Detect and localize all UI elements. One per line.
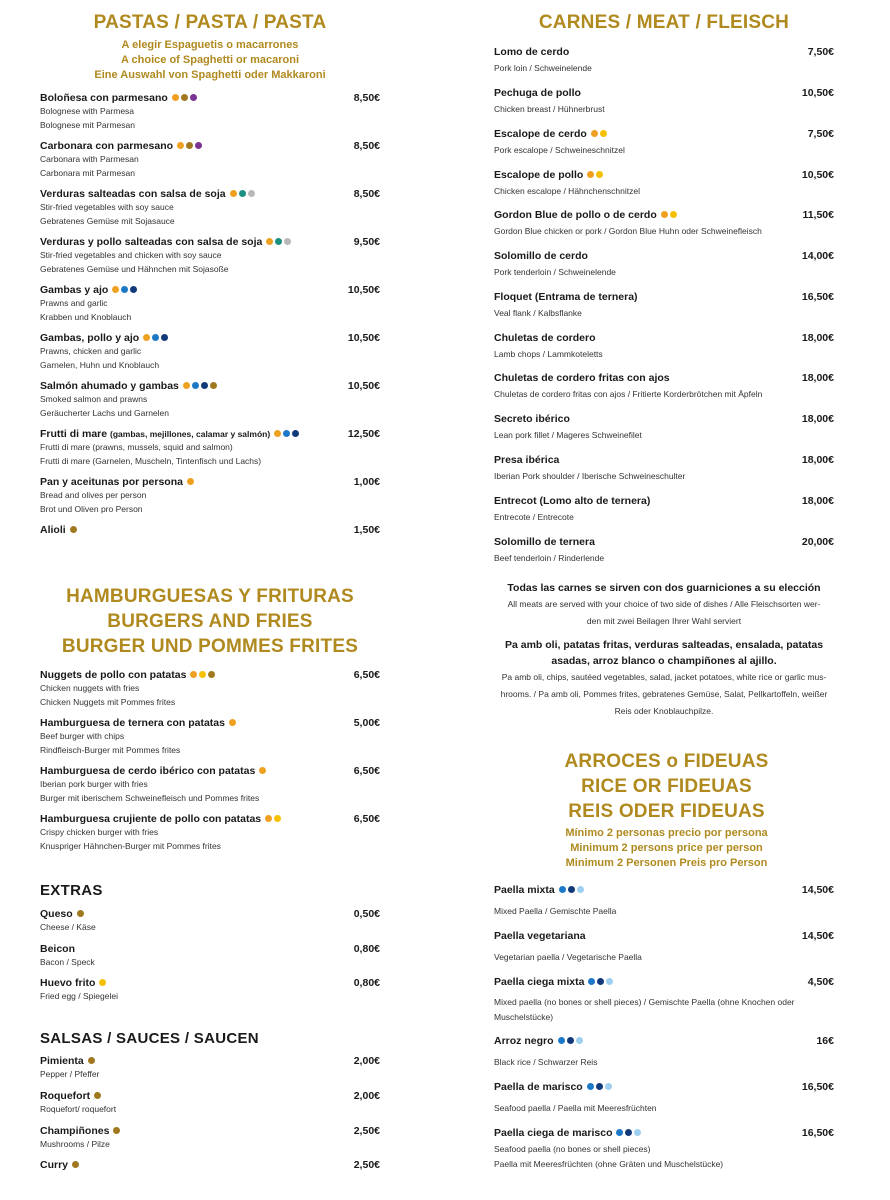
burgers-section: [40, 584, 380, 659]
allergen-dot-icon: [248, 190, 255, 197]
menu-item: [40, 1089, 380, 1117]
item-price: 5,00€: [353, 717, 380, 729]
allergen-dots: [265, 812, 283, 826]
allergen-dot-icon: [210, 382, 217, 389]
allergen-dots: [190, 668, 217, 682]
item-price: 14,50€: [801, 930, 834, 942]
allergen-dot-icon: [187, 478, 194, 485]
allergen-dots: [183, 379, 219, 393]
arroces-title-de: REIS ODER FIDEUAS: [568, 801, 765, 822]
item-name: Beicon: [40, 943, 76, 955]
item-name: Champiñones: [40, 1125, 110, 1137]
menu-item: [494, 371, 834, 402]
item-name: Paella de marisco: [494, 1081, 583, 1093]
sides-list-note: [490, 637, 838, 720]
allergen-dots: [587, 1080, 614, 1094]
allergen-dots: [113, 1124, 122, 1138]
item-desc: Pork loin / Schweinelende: [494, 63, 592, 73]
item-desc-en: Stir-fried vegetables with soy sauce: [40, 202, 174, 213]
allergen-dot-icon: [152, 334, 159, 341]
allergen-dot-icon: [177, 142, 184, 149]
item-desc-de: Frutti di mare (Garnelen, Muscheln, Tintenfisch und Lachs): [40, 455, 262, 466]
note-bold: Pa amb oli, patatas fritas, verduras salteadas, ensalada, patatas: [504, 639, 824, 651]
item-name: Verduras salteadas con salsa de soja: [40, 188, 226, 200]
item-name: Lomo de cerdo: [494, 46, 570, 58]
item-desc-de: Geräucherter Lachs und Garnelen: [40, 407, 169, 418]
arroces-subtitle-de: Minimum 2 Personen Preis pro Person: [565, 857, 768, 869]
item-desc-de: Brot und Oliven pro Person: [40, 503, 143, 514]
salsas-title: SALSAS / SAUCES / SAUCEN: [40, 1030, 259, 1047]
menu-item: [494, 249, 834, 280]
item-desc: Chicken escalope / Hähnchenschnitzel: [494, 186, 641, 197]
allergen-dot-icon: [670, 211, 677, 218]
item-desc-en: Chicken nuggets with fries: [40, 683, 140, 694]
item-price: 7,50€: [807, 46, 834, 58]
allergen-dot-icon: [600, 130, 607, 137]
item-price: 2,50€: [353, 1125, 380, 1137]
menu-item: [40, 523, 380, 537]
allergen-dots: [230, 187, 257, 201]
menu-item: [40, 668, 380, 709]
item-price: 10,50€: [347, 332, 380, 344]
item-desc: Seafood paella / Paella mit Meeresfrüchten: [494, 1103, 657, 1114]
item-desc: Pork escalope / Schweineschnitzel: [494, 145, 625, 156]
item-desc: Pepper / Pfeffer: [40, 1069, 100, 1080]
item-desc-en: Stir-fried vegetables and chicken with soy sauce: [40, 250, 222, 261]
menu-item: [40, 187, 380, 228]
allergen-dot-icon: [72, 1161, 79, 1168]
allergen-dot-icon: [606, 978, 613, 985]
item-name: Huevo frito: [40, 977, 96, 989]
arroces-subtitle-en: Minimum 2 persons price per person: [570, 842, 763, 854]
item-desc: Cheese / Käse: [40, 922, 96, 933]
arroces-subtitle-es: Mínimo 2 personas precio por persona: [565, 827, 768, 839]
allergen-dots: [274, 427, 301, 441]
item-price: 1,00€: [353, 476, 380, 488]
menu-item: [40, 907, 380, 935]
allergen-dots: [88, 1054, 97, 1068]
item-desc-de: Krabben und Knoblauch: [40, 311, 132, 322]
item-name: Frutti di mare: [40, 428, 108, 440]
allergen-dots: [187, 475, 196, 489]
item-name: Presa ibérica: [494, 454, 560, 466]
extras-title: EXTRAS: [40, 882, 103, 899]
allergen-dot-icon: [190, 671, 197, 678]
allergen-dots: [72, 1158, 81, 1172]
item-name: Paella ciega de marisco: [494, 1127, 613, 1139]
item-name: Curry: [40, 1159, 69, 1171]
item-price: 16,50€: [801, 1127, 834, 1139]
allergen-dot-icon: [121, 286, 128, 293]
allergen-dots: [558, 1034, 585, 1048]
pastas-subtitle-es: A elegir Espaguetis o macarrones: [121, 39, 299, 51]
allergen-dots: [616, 1126, 643, 1140]
item-desc: Iberian Pork shoulder / Iberische Schweineschulter: [494, 471, 686, 481]
menu-item: [40, 976, 380, 1004]
item-desc-de: Bolognese mit Parmesan: [40, 119, 135, 130]
allergen-dot-icon: [625, 1129, 632, 1136]
item-price: 14,50€: [801, 884, 834, 896]
menu-item: [40, 812, 380, 853]
allergen-dot-icon: [587, 1083, 594, 1090]
item-desc-de: Garnelen, Huhn und Knoblauch: [40, 359, 160, 370]
pastas-title: PASTAS / PASTA / PASTA: [93, 12, 327, 33]
item-price: 8,50€: [353, 188, 380, 200]
item-name: Hamburguesa de cerdo ibérico con patatas: [40, 765, 256, 777]
item-desc: Vegetarian paella / Vegetarische Paella: [494, 952, 642, 962]
item-desc-en: Prawns, chicken and garlic: [40, 346, 142, 357]
item-price: 6,50€: [353, 765, 380, 777]
item-name: Boloñesa con parmesano: [40, 92, 168, 104]
item-name: Solomillo de cerdo: [494, 250, 588, 262]
item-name: Paella vegetariana: [494, 930, 586, 942]
menu-item: [494, 412, 834, 443]
item-desc: Paella mit Meeresfrüchten (ohne Gräten und Muschelstücke): [494, 1159, 724, 1170]
arroces-title-es: ARROCES o FIDEUAS: [564, 751, 769, 772]
item-desc-en: Bolognese with Parmesa: [40, 106, 135, 117]
menu-item: [40, 427, 380, 468]
item-price: 1,50€: [353, 524, 380, 536]
item-price: 10,50€: [347, 380, 380, 392]
item-desc-de: Gebratenes Gemüse und Hähnchen mit Sojasoße: [40, 263, 229, 274]
allergen-dot-icon: [577, 886, 584, 893]
item-name: Escalope de cerdo: [494, 128, 587, 140]
pastas-subtitle-en: A choice of Spaghetti or macaroni: [120, 54, 300, 66]
item-name: Carbonara con parmesano: [40, 140, 174, 152]
menu-item: [40, 764, 380, 805]
item-desc-de: Burger mit iberischem Schweinefleisch und Pommes frites: [40, 792, 260, 803]
allergen-dot-icon: [230, 190, 237, 197]
allergen-dot-icon: [181, 94, 188, 101]
allergen-dot-icon: [591, 130, 598, 137]
item-desc: Fried egg / Spiegelei: [40, 991, 118, 1002]
item-price: 18,00€: [801, 413, 834, 425]
menu-item: [494, 535, 834, 566]
item-price: 16€: [816, 1035, 834, 1047]
allergen-dots: [70, 523, 79, 537]
meat-sides-note: [490, 580, 838, 630]
allergen-dot-icon: [597, 978, 604, 985]
menu-item: [494, 208, 834, 239]
item-desc: Muschelstücke): [494, 1012, 554, 1023]
allergen-dots: [266, 235, 293, 249]
allergen-dots: [661, 208, 679, 222]
item-price: 12,50€: [347, 428, 380, 440]
item-name: Arroz negro: [494, 1035, 554, 1047]
burgers-title-es: HAMBURGUESAS Y FRITURAS: [66, 586, 354, 607]
note-text: All meats are served with your choice of two side of dishes / Alle Fleischsorten wer-: [507, 599, 821, 609]
allergen-dot-icon: [70, 526, 77, 533]
item-price: 6,50€: [353, 813, 380, 825]
menu-item: [494, 45, 834, 76]
item-desc: Roquefort/ roquefort: [40, 1104, 117, 1115]
item-name: Hamburguesa crujiente de pollo con patatas: [40, 813, 262, 825]
item-desc-en: Carbonara with Parmesan: [40, 154, 139, 165]
menu-item: [494, 127, 834, 158]
allergen-dot-icon: [661, 211, 668, 218]
item-name-extra: (gambas, mejillones, calamar y salmón): [110, 429, 271, 439]
item-desc: Veal flank / Kalbsflanke: [494, 308, 582, 318]
item-desc-de: Chicken Nuggets mit Pommes frites: [40, 696, 176, 707]
item-name: Nuggets de pollo con patatas: [40, 669, 187, 681]
item-price: 20,00€: [801, 536, 834, 548]
allergen-dot-icon: [239, 190, 246, 197]
allergen-dot-icon: [199, 671, 206, 678]
item-price: 18,00€: [801, 495, 834, 507]
menu-item: [494, 331, 834, 362]
item-price: 10,50€: [347, 284, 380, 296]
allergen-dot-icon: [275, 238, 282, 245]
allergen-dot-icon: [259, 767, 266, 774]
item-name: Secreto ibérico: [494, 413, 570, 425]
item-desc: Gordon Blue chicken or pork / Gordon Blue Huhn oder Schweinefleisch: [494, 226, 762, 237]
allergen-dot-icon: [576, 1037, 583, 1044]
allergen-dots: [77, 907, 86, 921]
allergen-dot-icon: [283, 430, 290, 437]
item-desc-de: Knuspriger Hähnchen-Burger mit Pommes frites: [40, 840, 221, 851]
allergen-dot-icon: [616, 1129, 623, 1136]
menu-item: [494, 883, 834, 919]
item-name: Gambas y ajo: [40, 284, 109, 296]
item-price: 0,80€: [353, 977, 380, 989]
menu-item: [40, 91, 380, 132]
item-price: 16,50€: [801, 1081, 834, 1093]
item-name: Gambas, pollo y ajo: [40, 332, 140, 344]
item-desc: Beef tenderloin / Rinderlende: [494, 553, 605, 563]
item-desc: Pork tenderloin / Schweinelende: [494, 267, 616, 277]
item-name: Salmón ahumado y gambas: [40, 380, 179, 392]
item-desc: Lamb chops / Lammkoteletts: [494, 349, 603, 359]
allergen-dot-icon: [143, 334, 150, 341]
item-price: 0,80€: [353, 943, 380, 955]
item-desc-en: Iberian pork burger with fries: [40, 779, 148, 790]
item-price: 2,00€: [353, 1055, 380, 1067]
allergen-dot-icon: [161, 334, 168, 341]
note-text: den mit zwei Beilagen Ihrer Wahl serviert: [586, 616, 742, 626]
menu-item: [494, 1034, 834, 1070]
menu-item: [40, 1158, 380, 1172]
item-desc: Seafood paella (no bones or shell pieces): [494, 1144, 651, 1155]
pastas-subtitle-de: Eine Auswahl von Spaghetti oder Makkaroni: [94, 69, 326, 81]
allergen-dot-icon: [568, 886, 575, 893]
item-price: 18,00€: [801, 332, 834, 344]
item-desc-en: Smoked salmon and prawns: [40, 394, 148, 405]
carnes-title: CARNES / MEAT / FLEISCH: [538, 12, 790, 33]
allergen-dot-icon: [596, 1083, 603, 1090]
allergen-dots: [259, 764, 268, 778]
menu-item: [40, 235, 380, 276]
allergen-dot-icon: [186, 142, 193, 149]
item-name: Paella ciega mixta: [494, 976, 585, 988]
arroces-section: [494, 749, 839, 871]
allergen-dot-icon: [229, 719, 236, 726]
item-desc: Lean pork fillet / Mageres Schweinefilet: [494, 430, 642, 440]
menu-item: [40, 331, 380, 372]
menu-item: [494, 1080, 834, 1116]
allergen-dots: [229, 716, 238, 730]
allergen-dot-icon: [195, 142, 202, 149]
item-price: 4,50€: [807, 976, 834, 988]
burgers-title-de: BURGER UND POMMES FRITES: [61, 636, 359, 657]
menu-item: [40, 283, 380, 324]
allergen-dots: [591, 127, 609, 141]
note-text: Pa amb oli, chips, sautéed vegetables, salad, jacket potatoes, white rice or garlic mus-: [501, 672, 827, 682]
item-desc: Chuletas de cordero fritas con ajos / Fritierte Korderbrötchen mit Äpfeln: [494, 389, 763, 399]
allergen-dot-icon: [88, 1057, 95, 1064]
item-desc-en: Bread and olives per person: [40, 490, 147, 501]
menu-item: [494, 975, 834, 1025]
item-name: Escalope de pollo: [494, 169, 584, 181]
allergen-dot-icon: [588, 978, 595, 985]
note-bold: asadas, arroz blanco o champiñones al ajillo.: [551, 655, 777, 667]
item-desc-en: Prawns and garlic: [40, 298, 108, 309]
allergen-dot-icon: [208, 671, 215, 678]
menu-item: [40, 942, 380, 970]
item-name: Paella mixta: [494, 884, 555, 896]
item-price: 2,50€: [353, 1159, 380, 1171]
item-price: 14,00€: [801, 250, 834, 262]
item-name: Alioli: [40, 524, 66, 536]
menu-item: [40, 139, 380, 180]
allergen-dot-icon: [99, 979, 106, 986]
item-price: 10,50€: [801, 169, 834, 181]
item-price: 8,50€: [353, 92, 380, 104]
item-price: 11,50€: [802, 209, 834, 221]
item-name: Pan y aceitunas por persona: [40, 476, 183, 488]
item-price: 18,00€: [801, 372, 834, 384]
allergen-dot-icon: [292, 430, 299, 437]
allergen-dots: [172, 91, 199, 105]
item-name: Chuletas de cordero fritas con ajos: [494, 372, 670, 384]
item-desc-de: Gebratenes Gemüse mit Sojasauce: [40, 215, 175, 226]
menu-item: [494, 86, 834, 117]
allergen-dot-icon: [266, 238, 273, 245]
item-desc: Mushrooms / Pilze: [40, 1139, 110, 1150]
item-price: 10,50€: [801, 87, 834, 99]
allergen-dots: [588, 975, 615, 989]
item-name: Gordon Blue de pollo o de cerdo: [494, 209, 657, 221]
allergen-dot-icon: [559, 886, 566, 893]
allergen-dot-icon: [172, 94, 179, 101]
allergen-dots: [143, 331, 170, 345]
allergen-dot-icon: [130, 286, 137, 293]
allergen-dot-icon: [284, 238, 291, 245]
allergen-dots: [94, 1089, 103, 1103]
note-bold: Todas las carnes se sirven con dos guarniciones a su elección: [507, 582, 821, 594]
menu-item: [494, 168, 834, 199]
item-price: 18,00€: [801, 454, 834, 466]
allergen-dot-icon: [558, 1037, 565, 1044]
allergen-dot-icon: [587, 171, 594, 178]
burgers-title-en: BURGERS AND FRIES: [107, 611, 313, 632]
allergen-dots: [99, 976, 108, 990]
item-price: 2,00€: [353, 1090, 380, 1102]
item-desc-de: Rindfleisch-Burger mit Pommes frites: [40, 744, 181, 755]
item-desc: Mixed paella (no bones or shell pieces) / Gemischte Paella (ohne Knochen oder: [494, 997, 795, 1008]
note-text: hrooms. / Pa amb oli, Pommes frites, gebratenes Gemüse, Salat, Pellkartoffeln, weißer: [500, 689, 828, 699]
item-name: Pechuga de pollo: [494, 87, 581, 99]
menu-item: [40, 379, 380, 420]
item-name: Floquet (Entrama de ternera): [494, 291, 638, 303]
item-price: 0,50€: [353, 908, 380, 920]
allergen-dot-icon: [274, 430, 281, 437]
allergen-dots: [587, 168, 605, 182]
allergen-dot-icon: [190, 94, 197, 101]
allergen-dot-icon: [77, 910, 84, 917]
menu-item: [494, 494, 834, 525]
item-name: Chuletas de cordero: [494, 332, 596, 344]
item-price: 8,50€: [353, 140, 380, 152]
item-price: 7,50€: [807, 128, 834, 140]
menu-item: [40, 1124, 380, 1152]
item-desc-en: Crispy chicken burger with fries: [40, 827, 159, 838]
item-name: Pimienta: [40, 1055, 84, 1067]
allergen-dot-icon: [596, 171, 603, 178]
item-desc: Chicken breast / Hühnerbrust: [494, 104, 605, 114]
item-desc-en: Frutti di mare (prawns, mussels, squid and salmon): [40, 442, 233, 453]
item-name: Verduras y pollo salteadas con salsa de soja: [40, 236, 263, 248]
allergen-dot-icon: [274, 815, 281, 822]
item-price: 6,50€: [353, 669, 380, 681]
allergen-dot-icon: [183, 382, 190, 389]
item-name: Roquefort: [40, 1090, 91, 1102]
allergen-dot-icon: [605, 1083, 612, 1090]
item-desc: Entrecote / Entrecote: [494, 512, 574, 522]
item-name: Entrecot (Lomo alto de ternera): [494, 495, 651, 507]
allergen-dot-icon: [112, 286, 119, 293]
allergen-dot-icon: [634, 1129, 641, 1136]
menu-item: [494, 1126, 834, 1172]
item-price: 16,50€: [801, 291, 834, 303]
pastas-section: [40, 10, 380, 83]
item-name: Solomillo de ternera: [494, 536, 595, 548]
item-desc: Bacon / Speck: [40, 957, 95, 967]
item-name: Hamburguesa de ternera con patatas: [40, 717, 225, 729]
item-desc-de: Carbonara mit Parmesan: [40, 167, 135, 178]
menu-item: [494, 929, 834, 965]
allergen-dots: [559, 883, 586, 897]
menu-item: [40, 1054, 380, 1082]
item-price: 9,50€: [353, 236, 380, 248]
arroces-title-en: RICE OR FIDEUAS: [581, 776, 752, 797]
allergen-dot-icon: [265, 815, 272, 822]
menu-item: [40, 475, 380, 516]
allergen-dot-icon: [567, 1037, 574, 1044]
menu-item: [494, 290, 834, 321]
item-desc-en: Beef burger with chips: [40, 731, 125, 742]
item-desc: Black rice / Schwarzer Reis: [494, 1057, 598, 1068]
allergen-dot-icon: [94, 1092, 101, 1099]
allergen-dot-icon: [201, 382, 208, 389]
menu-item: [40, 716, 380, 757]
allergen-dots: [177, 139, 204, 153]
item-name: Queso: [40, 908, 73, 920]
allergen-dot-icon: [192, 382, 199, 389]
note-text: Reis oder Knoblauchpilze.: [614, 706, 714, 716]
allergen-dots: [112, 283, 139, 297]
menu-item: [494, 453, 834, 484]
allergen-dot-icon: [113, 1127, 120, 1134]
item-desc: Mixed Paella / Gemischte Paella: [494, 906, 617, 917]
